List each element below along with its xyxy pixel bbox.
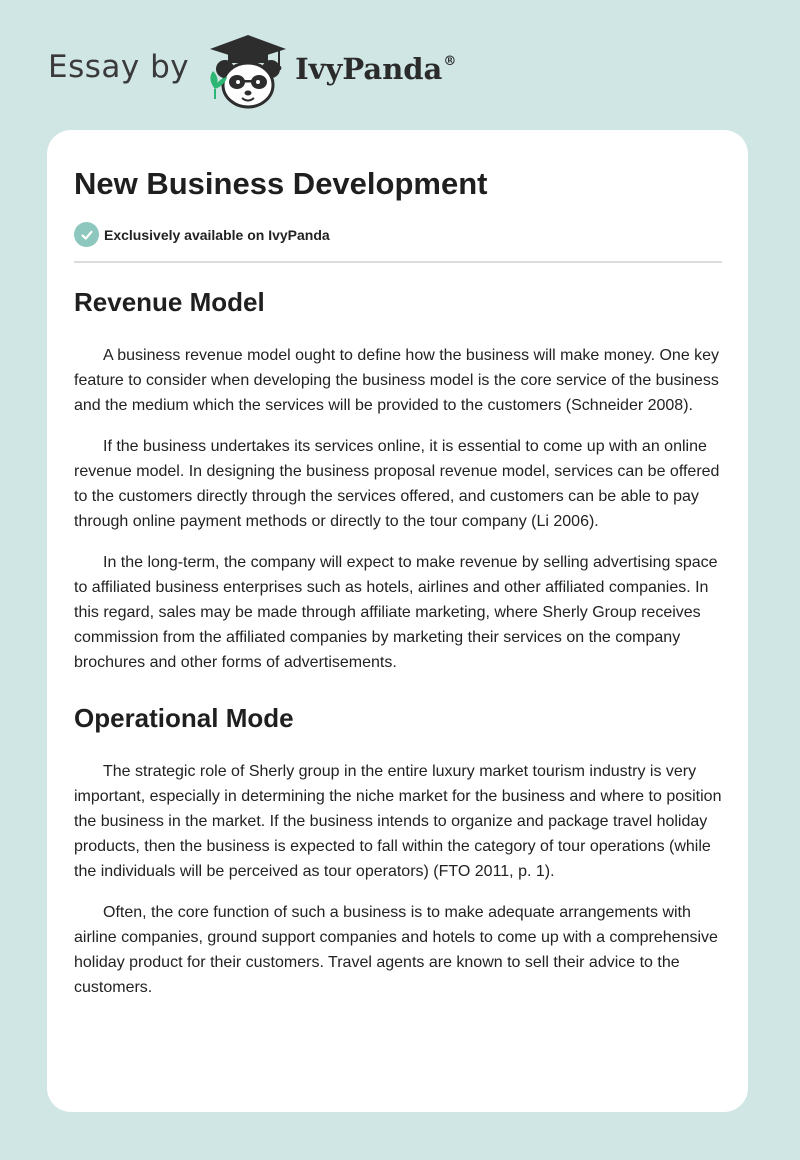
paragraph: If the business undertakes its services online, it is essential to come up with an online revenue model. In designing the business proposal revenue model, services can be offered to the customers directly through the services offered, and customers can be able to pay through online payment methods or directly to the tour company (Li 2006). [74,438,720,530]
brand-name [295,52,456,86]
essay-title: New Business Development [74,166,488,201]
section-heading: Operational Mode [74,703,294,733]
exclusive-badge-label: Exclusively available on IvyPanda [104,226,330,243]
exclusive-badge [74,222,722,247]
panda-graduate-logo-icon[interactable] [203,33,293,111]
brand-name-text: IvyPanda [295,52,443,86]
section-operational-mode [74,701,722,1000]
check-icon [74,222,99,247]
paragraph: A business revenue model ought to define how the business will make money. One key feature to consider when developing the business model is the core service of the business and the medium which the services will be provided to the customers (Schneider 2008). [74,347,720,414]
paragraph: In the long-term, the company will expect to make revenue by selling advertising space to affiliated business enterprises such as hotels, airlines and other affiliated companies. In this regard, sales may be made through affiliate marketing, where Sherly Group receives commission from the affiliated companies by marketing their services on the company brochures and other forms of advertisements. [74,554,718,671]
essay-by-label: Essay by [48,49,190,85]
check-mark-svg [80,228,94,242]
section-heading: Revenue Model [74,287,265,317]
trademark-symbol: ® [443,54,457,69]
paragraph: The strategic role of Sherly group in the entire luxury market tourism industry is very important, especially in determining the niche market for the business and where to position the business in the market. If the business intends to organize and package travel holiday products, then the business is expected to fall within the category of tour operations (while the individuals will be perceived as tour operators) (FTO 2011, p. 1). [74,763,722,880]
section-revenue-model [74,285,722,675]
site-header [48,32,456,112]
title-divider [74,261,722,263]
paragraph: Often, the core function of such a business is to make adequate arrangements with airline companies, ground support companies and hotels to come up with a comprehensive holiday product for their customers. Travel agents are known to sell their advice to the customers. [74,904,718,996]
essay-card [47,130,748,1112]
